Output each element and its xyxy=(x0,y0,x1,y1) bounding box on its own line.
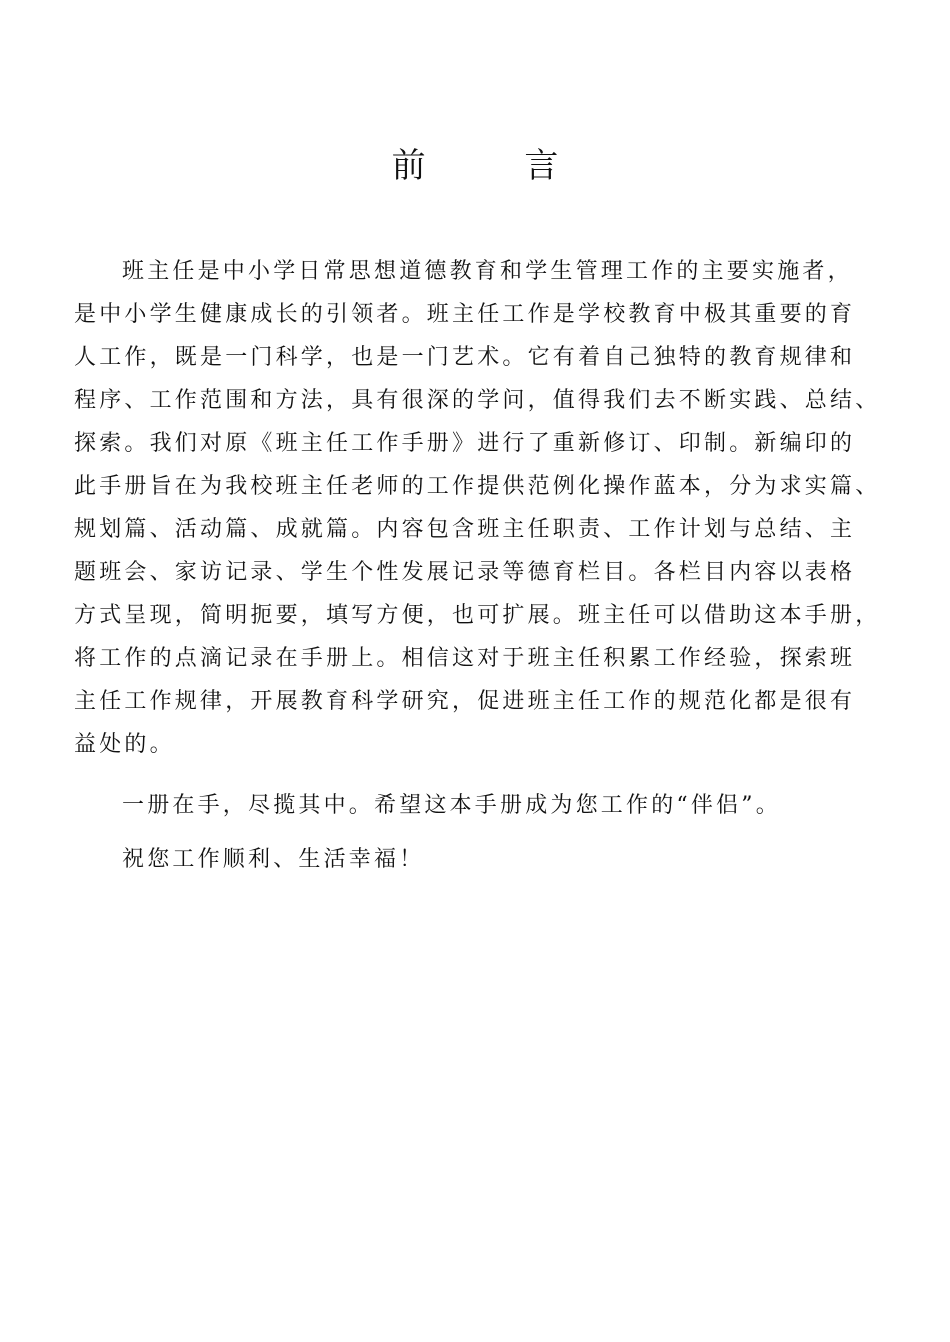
paragraph-line: 班主任是中小学日常思想道德教育和学生管理工作的主要实施者， xyxy=(122,259,853,284)
paragraph-line: 主任工作规律，开展教育科学研究，促进班主任工作的规范化都是很有 xyxy=(74,689,856,714)
closing-remark: 一册在手，尽揽其中。希望这本手册成为您工作的“伴侣”。 xyxy=(122,793,781,818)
paragraph-line: 题班会、家访记录、学生个性发展记录等德育栏目。各栏目内容以表格 xyxy=(74,560,856,585)
page-title: 前 言 xyxy=(391,146,603,186)
paragraph-line: 规划篇、活动篇、成就篇。内容包含班主任职责、工作计划与总结、主 xyxy=(74,517,856,542)
paragraph-line: 将工作的点滴记录在手册上。相信这对于班主任积累工作经验，探索班 xyxy=(74,646,856,671)
paragraph-line: 人工作，既是一门科学，也是一门艺术。它有着自己独特的教育规律和 xyxy=(74,345,856,370)
closing-wishes: 祝您工作顺利、生活幸福！ xyxy=(122,847,425,872)
main-paragraph xyxy=(74,250,896,766)
paragraph-line: 是中小学生健康成长的引领者。班主任工作是学校教育中极其重要的育 xyxy=(74,302,856,327)
paragraph-line: 探索。我们对原《班主任工作手册》进行了重新修订、印制。新编印的 xyxy=(74,431,856,456)
paragraph-line: 方式呈现，简明扼要，填写方便，也可扩展。班主任可以借助这本手册， xyxy=(74,603,881,628)
paragraph-line: 此手册旨在为我校班主任老师的工作提供范例化操作蓝本，分为求实篇、 xyxy=(74,474,881,499)
paragraph-line: 程序、工作范围和方法，具有很深的学问，值得我们去不断实践、总结、 xyxy=(74,388,881,413)
paragraph-line: 益处的。 xyxy=(74,732,175,757)
